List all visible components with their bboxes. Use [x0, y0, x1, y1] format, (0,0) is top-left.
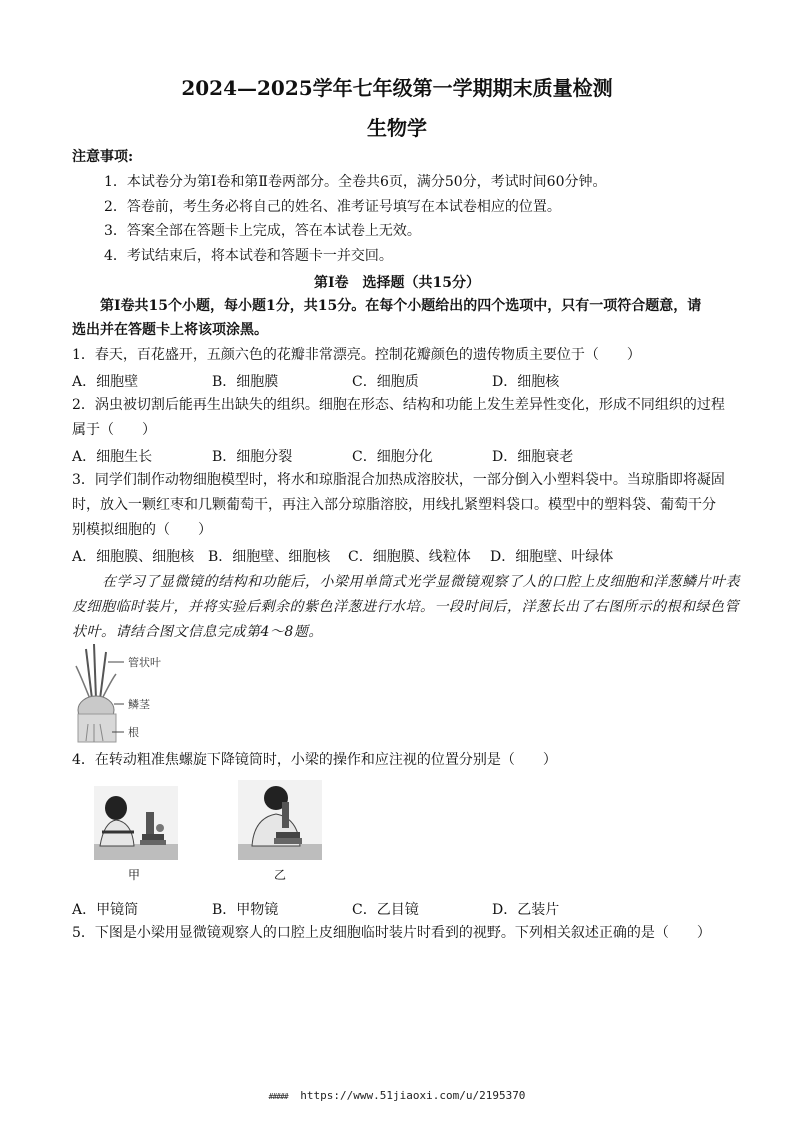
subject-title: 生物学	[367, 116, 427, 140]
q4-option-a: A．甲镜筒	[72, 902, 139, 918]
q4-option-b: B．甲物镜	[212, 902, 279, 918]
q1-stem: 1．春天，百花盛开，五颜六色的花瓣非常漂亮。控制花瓣颜色的遗传物质主要位于（ ）	[72, 347, 641, 363]
q4-stem: 4．在转动粗准焦螺旋下降镜筒时，小梁的操作和应注视的位置分别是（ ）	[72, 752, 557, 768]
q2-option-a: A．细胞生长	[72, 449, 153, 465]
q2-options	[0, 446, 794, 466]
student-microscope-photo-icon	[94, 786, 178, 860]
q4-option-c: C．乙目镜	[352, 902, 419, 918]
q2-option-c: C．细胞分化	[352, 449, 433, 465]
section-intro: 第Ⅰ卷共15个小题，每小题1分，共15分。在每个小题给出的四个选项中，只有一项符合题意，请	[100, 298, 702, 314]
q5-stem: 5．下图是小梁用显微镜观察人的口腔上皮细胞临时装片时看到的视野。下列相关叙述正确的是（ ）	[72, 925, 711, 941]
section-intro-cont: 选出并在答题卡上将该项涂黑。	[72, 322, 268, 338]
photo-yi	[238, 780, 322, 860]
passage-line: 在学习了显微镜的结构和功能后，小梁用单筒式光学显微镜观察了人的口腔上皮细胞和洋葱鳞片叶表	[102, 574, 740, 590]
label-bulb: 鳞茎	[128, 698, 150, 711]
exam-title: 2024—2025学年七年级第一学期期末质量检测	[181, 76, 613, 100]
q3-stem-cont2: 别模拟细胞的（ ）	[72, 522, 212, 538]
notice-heading: 注意事项:	[72, 149, 134, 165]
q1-option-b: B．细胞膜	[212, 374, 279, 390]
footer-url[interactable]: https://www.51jiaoxi.com/u/2195370	[300, 1089, 526, 1102]
caption-yi: 乙	[274, 868, 287, 882]
notice-item: 3．答案全部在答题卡上完成，答在本试卷上无效。	[104, 223, 421, 239]
q1-option-d: D．细胞核	[492, 374, 560, 390]
q2-option-d: D．细胞衰老	[492, 449, 574, 465]
q4-options	[0, 899, 794, 919]
q3-option-d: D．细胞壁、叶绿体	[490, 549, 614, 565]
student-eyepiece-photo-icon	[238, 780, 322, 860]
q2-option-b: B．细胞分裂	[212, 449, 293, 465]
q4-option-d: D．乙装片	[492, 902, 560, 918]
caption-jia: 甲	[128, 868, 141, 882]
q1-options	[0, 371, 794, 391]
q1-option-a: A．细胞壁	[72, 374, 139, 390]
footer	[0, 1089, 794, 1102]
notice-item: 1．本试卷分为第Ⅰ卷和第Ⅱ卷两部分。全卷共6页，满分50分，考试时间60分钟。	[104, 174, 607, 190]
q3-option-b: B．细胞壁、细胞核	[208, 549, 331, 565]
section-heading: 第Ⅰ卷 选择题（共15分）	[313, 275, 481, 291]
q3-stem: 3．同学们制作动物细胞模型时，将水和琼脂混合加热成溶胶状，一部分倒入小塑料袋中。当琼脂即将凝固	[72, 472, 725, 488]
onion-figure	[72, 644, 212, 744]
notice-item: 2．答卷前，考生务必将自己的姓名、准考证号填写在本试卷相应的位置。	[104, 199, 561, 215]
label-tubular-leaf: 管状叶	[128, 656, 161, 669]
photo-jia	[94, 786, 178, 860]
q2-stem: 2．涡虫被切割后能再生出缺失的组织。细胞在形态、结构和功能上发生差异性变化，形成不同组织的过程	[72, 397, 725, 413]
passage-line: 状叶。请结合图文信息完成第4～8题。	[72, 624, 323, 640]
q3-option-c: C．细胞膜、线粒体	[348, 549, 471, 565]
q3-stem-cont: 时，放入一颗红枣和几颗葡萄干，再注入部分琼脂溶胶，用线扎紧塑料袋口。模型中的塑料袋、葡萄干分	[72, 497, 716, 513]
q3-options	[0, 546, 794, 566]
footer-logo: #####	[268, 1092, 288, 1101]
q1-option-c: C．细胞质	[352, 374, 419, 390]
notice-item: 4．考试结束后，将本试卷和答题卡一并交回。	[104, 248, 393, 264]
q3-option-a: A．细胞膜、细胞核	[72, 549, 195, 565]
passage-line: 皮细胞临时装片，并将实验后剩余的紫色洋葱进行水培。一段时间后，洋葱长出了右图所示的根和绿色管	[72, 599, 739, 615]
q2-stem-cont: 属于（ ）	[72, 422, 156, 438]
label-root: 根	[128, 726, 139, 739]
